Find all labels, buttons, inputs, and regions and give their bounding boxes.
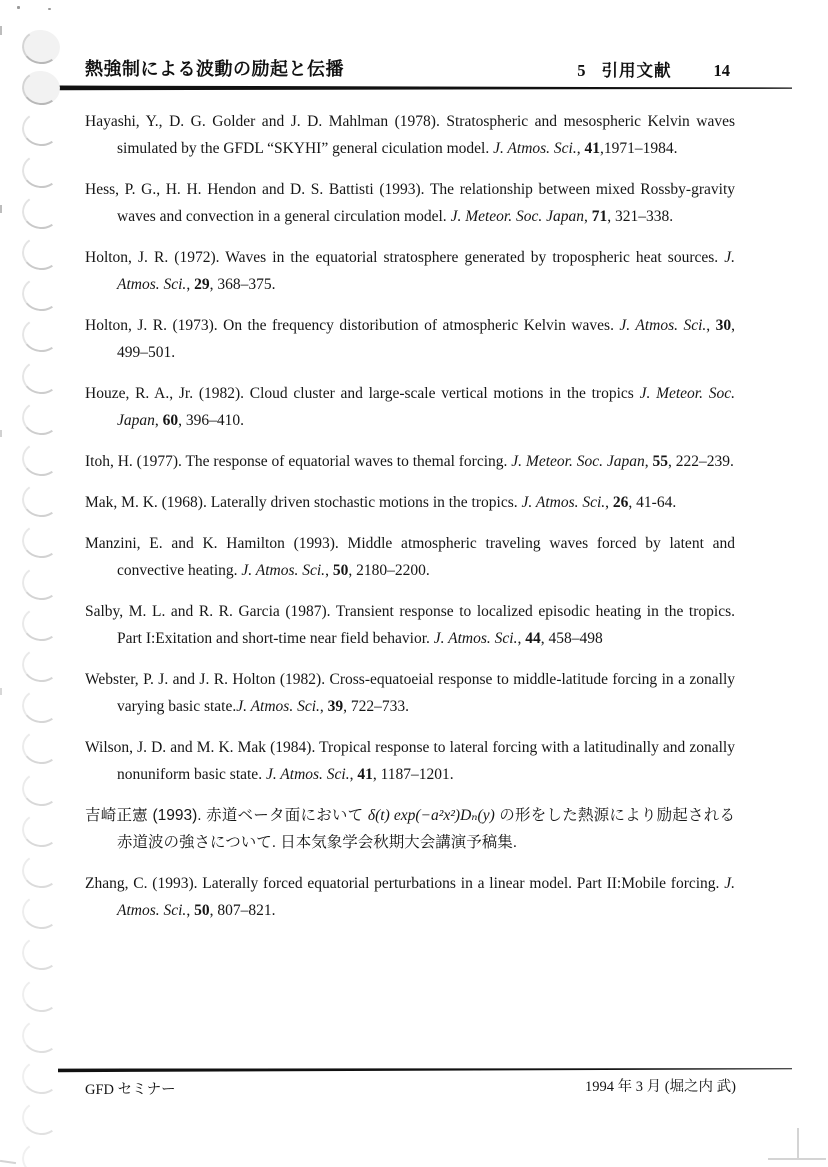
reference-text-run: J. Meteor. Soc. Japan	[450, 208, 584, 225]
reference-entry	[85, 666, 735, 720]
binding-hole	[20, 192, 62, 231]
reference-text-run: ,	[349, 766, 358, 783]
reference-text-run: ,	[706, 317, 716, 334]
reference-entry	[85, 312, 735, 366]
reference-text-run: 吉崎正憲 (1993). 赤道ベータ面において	[85, 807, 368, 824]
reference-text-run: 44	[525, 630, 541, 647]
scan-artifact	[797, 1128, 799, 1160]
reference-text-run: , 499–501.	[117, 317, 736, 361]
reference-text-run: , 222–239.	[667, 453, 734, 470]
reference-text-run: , 2180–2200.	[348, 562, 430, 579]
reference-text-run: , 722–733.	[343, 698, 410, 715]
reference-text-run: J. Atmos. Sci.	[493, 140, 577, 157]
binding-hole	[20, 975, 62, 1014]
reference-entry	[85, 380, 735, 434]
reference-text-run: ,	[605, 494, 613, 511]
reference-entry	[85, 244, 735, 298]
reference-text-run: ,	[517, 630, 526, 647]
binding-hole	[20, 275, 62, 314]
reference-text-run: J. Meteor. Soc.	[511, 453, 603, 470]
scan-artifact	[768, 1158, 826, 1160]
reference-entry	[85, 734, 735, 788]
reference-text-run: Salby, M. L. and R. R. Garcia (1987). Transient response to localized episodic heating in the tropics. Part I:Exitation and short-time near field behavior.	[85, 603, 735, 647]
reference-text-run: ,	[319, 698, 328, 715]
reference-text-run: 41	[357, 766, 373, 783]
reference-text-run: Hayashi, Y., D. G. Golder and J. D. Mahlman (1978). Stratospheric and mesospheric Kelvin waves simulated by the GFDL “SKYHI” general ciculation model.	[85, 113, 735, 157]
reference-entry	[85, 176, 735, 230]
binding-hole	[20, 481, 62, 520]
section-header	[577, 57, 730, 81]
reference-text-run: Japan	[606, 453, 645, 470]
reference-text-run: 41	[584, 140, 600, 157]
reference-text-run: 71	[591, 208, 608, 225]
reference-text-run: ,	[186, 276, 195, 293]
binding-hole	[20, 522, 62, 561]
binding-hole	[20, 646, 62, 685]
binding-hole	[20, 604, 62, 643]
page-number: 14	[713, 61, 730, 80]
scan-speck	[17, 6, 20, 9]
reference-entry	[85, 598, 735, 652]
reference-text-run: J. Atmos. Sci.	[433, 630, 518, 647]
reference-text-run: , 396–410.	[178, 412, 245, 429]
binding-hole	[20, 69, 62, 108]
reference-text-run: 55	[652, 453, 668, 470]
reference-text-run: Hess, P. G., H. H. Hendon and D. S. Battisti (1993). The relationship between mixed Rossby-gravity waves and convection in a general circulation model.	[85, 181, 735, 225]
page-title: 熱強制による波動の励起と伝播	[85, 59, 344, 79]
reference-entry	[85, 108, 735, 162]
scan-edge-tick	[0, 430, 2, 437]
scan-edge-tick	[0, 205, 2, 213]
reference-text-run: J. Atmos. Sci.	[236, 698, 320, 715]
binding-hole	[20, 1016, 62, 1055]
reference-text-run: J. Meteor. Soc. Japan	[117, 385, 735, 429]
reference-text-run: J. Atmos. Sci.	[265, 766, 350, 783]
binding-hole	[20, 893, 62, 932]
binding-hole	[20, 810, 62, 849]
binding-hole	[20, 1099, 62, 1138]
reference-text-run: ,	[644, 453, 653, 470]
reference-text-run: ,	[584, 208, 592, 225]
binding-hole	[20, 852, 62, 891]
reference-text-run: J. Atmos. Sci.	[117, 875, 735, 919]
reference-text-run: ,	[576, 140, 585, 157]
reference-text-run: Houze, R. A., Jr. (1982). Cloud cluster and large-scale vertical motions in the tropics	[85, 385, 640, 402]
reference-text-run: J. Atmos. Sci.	[521, 494, 606, 511]
section-number: 5	[577, 61, 586, 80]
reference-text-run: , 807–821.	[209, 902, 276, 919]
scan-artifact	[0, 1160, 16, 1164]
reference-text-run: , 41-64.	[628, 494, 677, 511]
binding-hole	[20, 728, 62, 767]
reference-text-run: Holton, J. R. (1972). Waves in the equatorial stratosphere generated by tropospheric heat sources.	[85, 249, 725, 266]
reference-text-run: J. Atmos. Sci.	[619, 317, 707, 334]
footer-date-author: 1994 年 3 月 (堀之内 武)	[584, 1079, 736, 1095]
reference-text-run: 50	[332, 562, 349, 579]
reference-text-run: 50	[194, 902, 210, 919]
reference-text-run: 60	[162, 412, 179, 429]
scan-edge-tick	[0, 688, 2, 695]
scan-edge-tick	[0, 26, 2, 35]
binding-hole	[20, 110, 62, 149]
reference-text-run: 29	[194, 276, 210, 293]
references-list	[85, 108, 735, 924]
section-title: 引用文献	[601, 62, 672, 80]
reference-text-run: Itoh, H. (1977). The response of equatorial waves to themal forcing.	[85, 453, 512, 470]
reference-text-run: ,1971–1984.	[600, 140, 678, 157]
reference-text-run: の形をした熱源により励起される赤道波の強さについて. 日本気象学会秋期大会講演予稿集.	[117, 807, 735, 851]
binding-hole	[20, 769, 62, 808]
binding-hole	[20, 234, 62, 273]
binding-hole	[20, 687, 62, 726]
binding-hole	[20, 398, 62, 437]
binding-hole	[20, 440, 62, 479]
reference-text-run: Mak, M. K. (1968). Laterally driven stochastic motions in the tropics.	[85, 494, 522, 511]
reference-entry	[85, 802, 735, 856]
binding-hole	[20, 151, 62, 190]
reference-entry	[85, 530, 735, 584]
reference-text-run: , 368–375.	[209, 276, 276, 293]
reference-text-run: Wilson, J. D. and M. K. Mak (1984). Tropical response to lateral forcing with a latitudinally and zonally nonuniform basic state.	[85, 739, 735, 783]
reference-text-run: Manzini, E. and K. Hamilton (1993). Middle atmospheric traveling waves forced by latent and convective heating.	[85, 535, 735, 579]
reference-text-run: δ(t) exp(−a²x²)Dₙ(y)	[367, 807, 495, 824]
binding-hole	[20, 28, 62, 67]
reference-entry	[85, 448, 735, 475]
reference-text-run: ,	[325, 562, 333, 579]
reference-text-run: ,	[186, 902, 195, 919]
scan-speck	[48, 8, 51, 10]
binding-holes	[0, 0, 70, 1167]
reference-text-run: , 458–498	[540, 630, 603, 647]
reference-text-run: J. Atmos. Sci.	[117, 249, 735, 293]
binding-hole	[20, 1140, 62, 1167]
reference-entry	[85, 870, 735, 924]
reference-text-run: ,	[154, 412, 163, 429]
binding-hole	[20, 1058, 62, 1097]
binding-hole	[20, 316, 62, 355]
binding-hole	[20, 357, 62, 396]
reference-text-run: 30	[715, 317, 732, 334]
reference-text-run: Webster, P. J. and J. R. Holton (1982). Cross-equatoeial response to middle-latitude forcing in a zonally varying basic state.	[85, 671, 735, 715]
reference-text-run: , 1187–1201.	[372, 766, 454, 783]
reference-entry	[85, 489, 735, 516]
reference-text-run: J. Atmos. Sci.	[241, 562, 326, 579]
reference-text-run: , 321–338.	[607, 208, 674, 225]
reference-text-run: Zhang, C. (1993). Laterally forced equatorial perturbations in a linear model. Part II:Mobile forcing.	[85, 875, 725, 892]
reference-text-run: Holton, J. R. (1973). On the frequency distoribution of atmospheric Kelvin waves.	[85, 317, 620, 334]
footer-seminar-label: GFD セミナー	[85, 1082, 176, 1098]
reference-text-run: 26	[612, 494, 629, 511]
binding-hole	[20, 934, 62, 973]
binding-hole	[20, 563, 62, 602]
reference-text-run: 39	[327, 698, 344, 715]
